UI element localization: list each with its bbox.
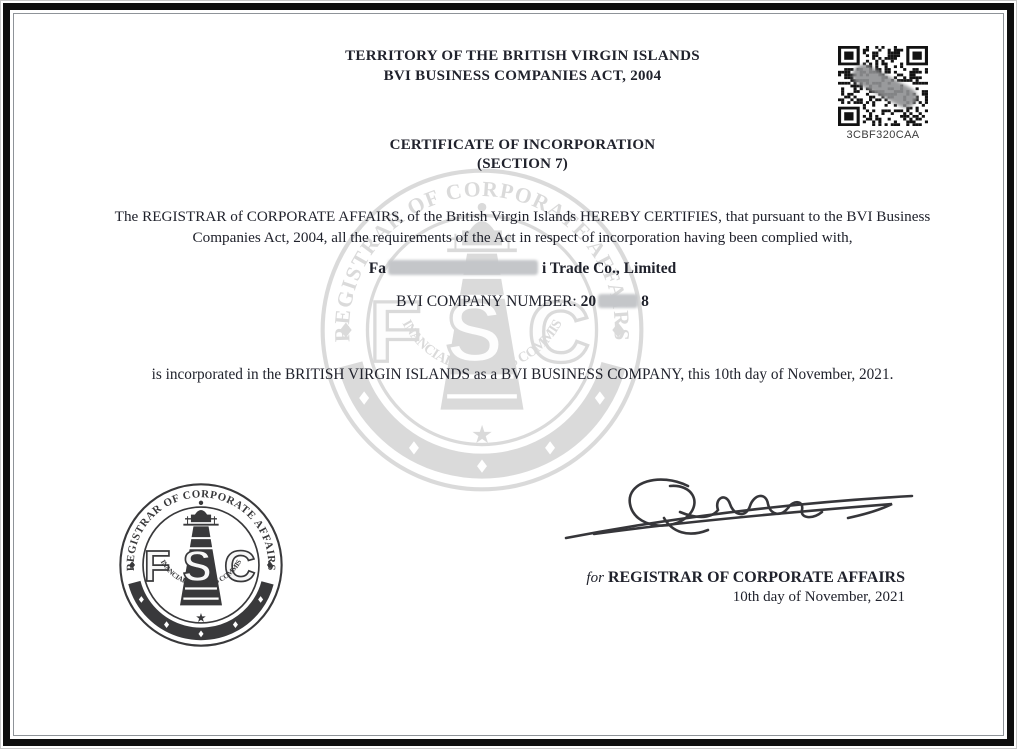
signature-date-line: 10th day of November, 2021	[732, 589, 905, 605]
company-name-suffix: i Trade Co., Limited	[542, 260, 677, 277]
qr-code	[838, 46, 928, 126]
body-line-1: The REGISTRAR of CORPORATE AFFAIRS, of the British Virgin Islands HEREBY CERTIFIES, that pursuant to the BVI Business	[114, 208, 931, 225]
header-act: BVI BUSINESS COMPANIES ACT, 2004	[383, 68, 662, 84]
company-name-prefix: Fa	[368, 260, 387, 277]
signatory-title: REGISTRAR OF CORPORATE AFFAIRS	[607, 569, 905, 586]
signatory-line	[586, 569, 905, 587]
certificate-section: (SECTION 7)	[477, 156, 568, 172]
registrar-seal	[117, 481, 285, 649]
body-line-2: Companies Act, 2004, all the requirements of the Act in respect of incorporation having been complied with,	[192, 229, 853, 246]
company-name-line	[40, 260, 1005, 278]
qr-block	[838, 46, 928, 141]
incorporation-line: is incorporated in the BRITISH VIRGIN ISLANDS as a BVI BUSINESS COMPANY, this 10th day of November, 2021.	[151, 366, 894, 383]
company-number-prefix: 20	[580, 293, 597, 310]
company-number-suffix: 8	[641, 293, 649, 310]
company-name-redaction	[388, 260, 538, 275]
qr-code-label: 3CBF320CAA	[846, 129, 920, 141]
signature	[560, 472, 920, 554]
company-number-label: BVI COMPANY NUMBER:	[396, 293, 577, 310]
header-territory: TERRITORY OF THE BRITISH VIRGIN ISLANDS	[345, 48, 700, 64]
company-number-line	[40, 293, 1005, 311]
company-number-redaction	[598, 294, 638, 308]
certificate-title: CERTIFICATE OF INCORPORATION	[389, 137, 656, 153]
signatory-for: for	[586, 570, 604, 586]
